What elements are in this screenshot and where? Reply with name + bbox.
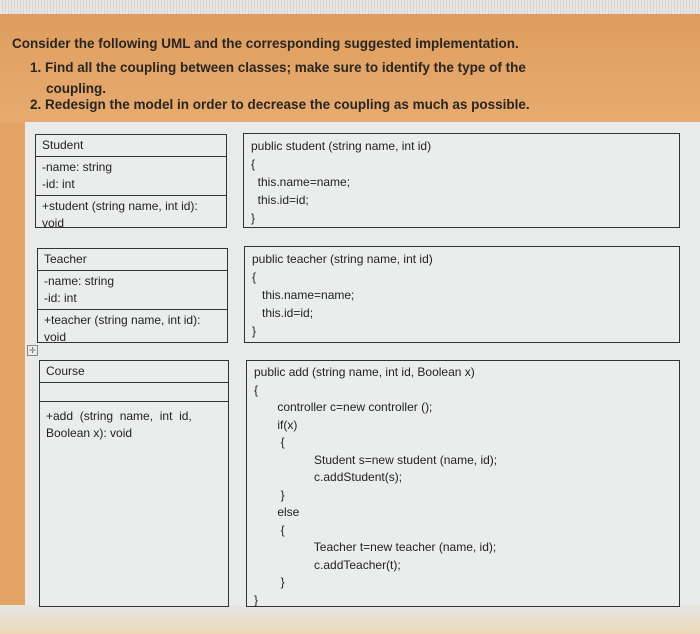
class-methods bbox=[40, 402, 228, 444]
attribute: -id: int bbox=[42, 177, 75, 191]
method: +teacher (string name, int id): bbox=[44, 313, 201, 327]
question-item-1: 1. Find all the coupling between classes; make sure to identify the type of the bbox=[30, 60, 526, 75]
method: void bbox=[44, 330, 67, 344]
code-line: Student s=new student (name, id); bbox=[254, 452, 498, 467]
question-header bbox=[0, 14, 700, 122]
code-add bbox=[246, 360, 680, 607]
table-move-handle-icon[interactable]: ✛ bbox=[27, 345, 38, 356]
question-item-2: 2. Redesign the model in order to decrease the coupling as much as possible. bbox=[30, 97, 530, 112]
code-line: public teacher (string name, int id) bbox=[252, 252, 433, 266]
uml-class-student bbox=[35, 134, 227, 228]
top-strip bbox=[0, 0, 700, 14]
code-student bbox=[243, 133, 680, 228]
page-bottom bbox=[0, 605, 700, 634]
attribute: -name: string bbox=[42, 160, 113, 174]
question-intro: Consider the following UML and the corresponding suggested implementation. bbox=[12, 36, 519, 51]
code-line: public add (string name, int id, Boolean x) bbox=[254, 365, 475, 379]
code-line: c.addStudent(s); bbox=[254, 470, 403, 484]
code-line: { bbox=[252, 270, 257, 284]
code-line: { bbox=[254, 435, 285, 449]
method: Boolean x): void bbox=[46, 426, 133, 440]
attribute: -name: string bbox=[44, 274, 115, 288]
class-methods bbox=[36, 196, 226, 234]
method: +student (string name, int id): bbox=[42, 199, 198, 213]
code-line: { bbox=[251, 157, 256, 171]
uml-class-course bbox=[39, 360, 229, 607]
code-line: } bbox=[252, 324, 257, 338]
code-line: else bbox=[254, 505, 300, 519]
code-line: if(x) bbox=[254, 417, 298, 432]
method: void bbox=[42, 216, 65, 230]
code-line: } bbox=[254, 575, 285, 589]
class-name: Teacher bbox=[38, 249, 227, 271]
code-line: { bbox=[254, 382, 259, 397]
code-line: this.name=name; bbox=[251, 175, 351, 189]
class-attributes bbox=[36, 157, 226, 196]
code-line: c.addTeacher(t); bbox=[254, 557, 401, 572]
code-line: controller c=new controller (); bbox=[254, 400, 433, 414]
class-attributes-empty bbox=[40, 383, 228, 402]
code-line: Teacher t=new teacher (name, id); bbox=[254, 540, 497, 554]
code-line: this.id=id; bbox=[251, 193, 309, 207]
code-line: public student (string name, int id) bbox=[251, 139, 432, 153]
class-attributes bbox=[38, 271, 227, 310]
code-line: this.name=name; bbox=[252, 288, 355, 302]
uml-class-teacher bbox=[37, 248, 228, 343]
class-name: Course bbox=[40, 361, 228, 383]
code-line: { bbox=[254, 522, 285, 537]
code-teacher bbox=[244, 246, 680, 343]
code-line: } bbox=[251, 211, 256, 225]
class-methods bbox=[38, 310, 227, 348]
code-line: this.id=id; bbox=[252, 306, 314, 320]
code-line: } bbox=[254, 592, 259, 607]
code-line: } bbox=[254, 487, 285, 502]
class-name: Student bbox=[36, 135, 226, 157]
attribute: -id: int bbox=[44, 291, 77, 305]
question-item-1-cont: coupling. bbox=[46, 81, 106, 96]
method: +add (string name, int id, bbox=[46, 409, 192, 423]
